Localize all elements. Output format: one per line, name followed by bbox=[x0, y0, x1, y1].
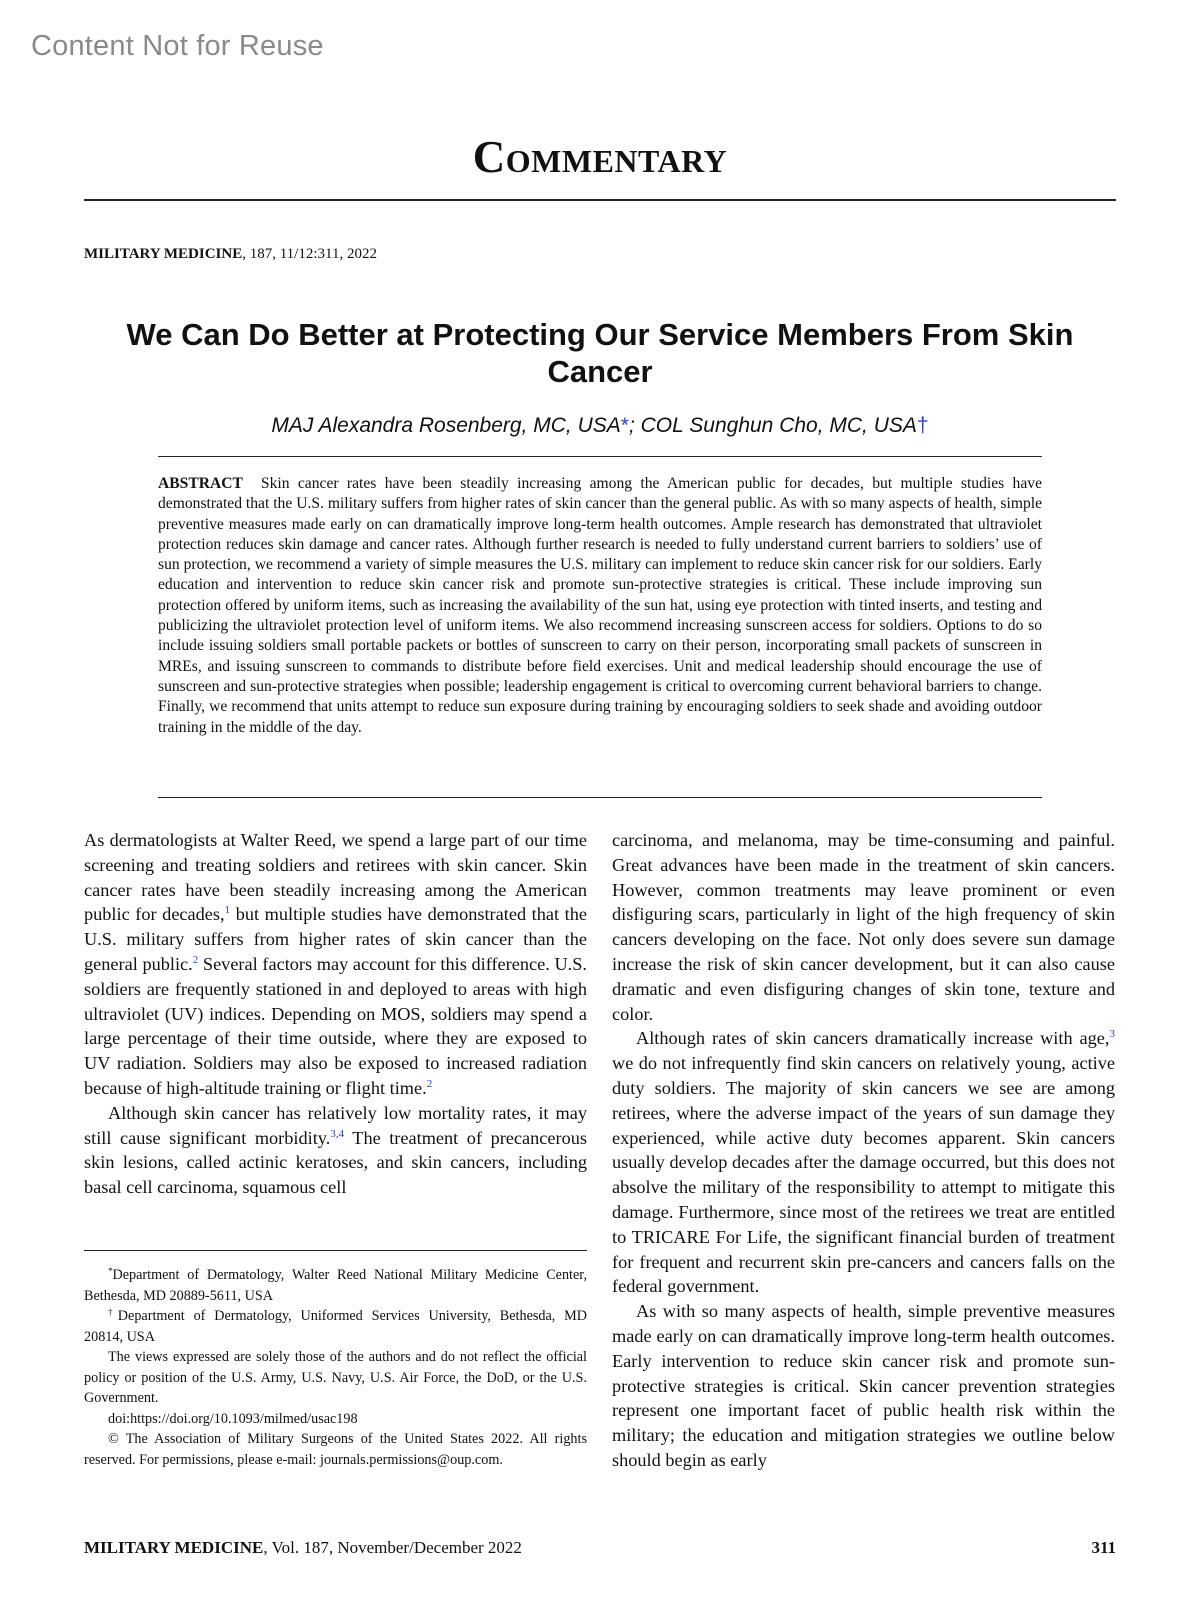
page-footer bbox=[84, 1538, 522, 1558]
footnote-text: Department of Dermatology, Walter Reed National Military Medicine Center, Bethesda, MD 20889-5611, USA bbox=[84, 1267, 587, 1304]
top-divider bbox=[84, 199, 1116, 201]
body-text: we do not infrequently find skin cancers on relatively young, active duty soldiers. The majority of skin cancers we see are among retirees, where the adverse impact of the years of sun damage they experienced, while active duty becomes apparent. Skin cancers usually develop decades after the damage occurred, but this does not absolve the military of the responsibility to attempt to mitigate this damage. Furthermore, since most of the retirees we treat are entitled to TRICARE For Life, the significant financial burden of treatment for frequent and recurrent skin pre-cancers and cancers falls on the federal government. bbox=[612, 1053, 1115, 1297]
section-heading: Commentary bbox=[472, 132, 728, 182]
abstract bbox=[158, 474, 1042, 738]
body-text: The treatment of precancerous skin lesions, called actinic keratoses, and skin cancers, including basal cell carcinoma, squamous cell bbox=[84, 1127, 587, 1198]
footer-journal: MILITARY MEDICINE bbox=[84, 1538, 264, 1557]
footnote-copyright: © The Association of Military Surgeons of the United States 2022. All rights reserved. For permissions, please e-mail: journals.permissions@oup.com. bbox=[84, 1431, 587, 1468]
body-paragraph: carcinoma, and melanoma, may be time-consuming and painful. Great advances have been made in the treatment of skin cancers. However, common treatments may leave prominent or even disfiguring scars, particularly in light of the high frequency of skin cancers developing on the face. Not only does severe sun damage increase the risk of skin cancer development, but it can also cause dramatic and even disfiguring changes of skin tone, texture and color. bbox=[612, 830, 1115, 1024]
body-paragraph: As with so many aspects of health, simple preventive measures made early on can dramatically improve long-term health outcomes. Early intervention to reduce skin cancer risk and promote sun-protective strategies is critical. Skin cancer prevention strategies represent one important facet of public health risk within the military; the education and mitigation strategies we outline below should begin as early bbox=[612, 1301, 1115, 1470]
body-text: Although rates of skin cancers dramatically increase with age, bbox=[636, 1028, 1110, 1049]
body-text: Although skin cancer has relatively low mortality rates, it may still cause significant morbidity. bbox=[84, 1102, 587, 1148]
reference-link[interactable]: 3 bbox=[1109, 1028, 1115, 1041]
footer-issue: , Vol. 187, November/December 2022 bbox=[263, 1538, 522, 1557]
citation-journal: MILITARY MEDICINE bbox=[84, 246, 243, 262]
footnotes bbox=[84, 1265, 587, 1470]
page-number: 311 bbox=[1091, 1538, 1116, 1557]
footnote-affiliation-2 bbox=[84, 1306, 587, 1347]
reference-link[interactable]: 2 bbox=[426, 1077, 433, 1090]
footnote-divider bbox=[84, 1250, 587, 1251]
body-paragraph bbox=[612, 1026, 1115, 1299]
author-2: COL Sunghun Cho, MC, USA bbox=[640, 414, 917, 437]
article-title: We Can Do Better at Protecting Our Service Members From Skin Cancer bbox=[126, 317, 1074, 389]
citation-details: , 187, 11/12:311, 2022 bbox=[242, 246, 377, 262]
body-column-right bbox=[612, 828, 1115, 1473]
author-1-affiliation-link[interactable]: * bbox=[620, 414, 629, 437]
watermark: Content Not for Reuse bbox=[31, 30, 324, 62]
author-line bbox=[0, 414, 1200, 438]
body-text: Several factors may account for this difference. U.S. soldiers are frequently stationed in and deployed to areas with high ultraviolet (UV) indices. Depending on MOS, soldiers may spend a large percentage of their time outside, where they are exposed to UV radiation. Soldiers may also be exposed to increased radiation because of high-altitude training or flight time. bbox=[84, 953, 587, 1098]
footnote-text: Department of Dermatology, Uniformed Services University, Bethesda, MD 20814, USA bbox=[84, 1308, 588, 1345]
body-column-left bbox=[84, 828, 587, 1200]
footnote-doi[interactable]: doi:https://doi.org/10.1093/milmed/usac198 bbox=[108, 1410, 358, 1427]
reference-link[interactable]: 2 bbox=[192, 953, 199, 966]
author-1: MAJ Alexandra Rosenberg, MC, USA bbox=[271, 414, 621, 437]
footnote-mark: † bbox=[108, 1307, 118, 1317]
abstract-rule-bottom bbox=[158, 797, 1042, 798]
footnote-mark: * bbox=[108, 1266, 113, 1276]
body-text: but multiple studies have demonstrated that the U.S. military suffers from higher rates of skin cancer than the general public. bbox=[84, 904, 588, 974]
reference-link[interactable]: 3,4 bbox=[330, 1127, 345, 1140]
footnote-affiliation-1 bbox=[84, 1265, 587, 1306]
reference-link[interactable]: 1 bbox=[224, 904, 231, 917]
body-paragraph bbox=[84, 1101, 587, 1200]
body-text: As dermatologists at Walter Reed, we spend a large part of our time screening and treating soldiers and retirees with skin cancer. Skin cancer rates have been steadily increasing among the American public for decades, bbox=[84, 830, 587, 925]
journal-citation bbox=[84, 246, 377, 263]
author-2-affiliation-link[interactable]: † bbox=[916, 414, 929, 437]
author-separator: ; bbox=[628, 414, 641, 437]
abstract-label: ABSTRACT bbox=[158, 475, 243, 492]
body-paragraph bbox=[84, 828, 587, 1101]
abstract-rule-top bbox=[158, 456, 1042, 457]
abstract-text: Skin cancer rates have been steadily increasing among the American public for decades, but multiple studies have demonstrated that the U.S. military suffers from higher rates of skin cancer than the general public. As with so many aspects of health, simple preventive measures made early on can dramatically improve long-term health outcomes. Ample research has demonstrated that ultraviolet protection reduces skin damage and cancer rates. Although further research is needed to fully understand current barriers to soldiers’ use of sun protection, we recommend a variety of simple measures the U.S. military can implement to reduce skin cancer risk for our soldiers. Early education and intervention to reduce skin cancer risk and promote sun-protective strategies is critical. These include improving sun protection offered by uniform items, such as increasing the availability of the sun hat, using eye protection with tinted inserts, and testing and publicizing the ultraviolet protection level of uniform items. We also recommend increasing sunscreen access for soldiers. Options to do so include issuing soldiers small portable packets or bottles of sunscreen to carry on their person, incorporating small packets of sunscreen in MREs, and issuing sunscreen to commands to distribute before field exercises. Unit and medical leadership should encourage the use of sunscreen and sun-protective strategies when possible; leadership engagement is critical to overcoming current behavioral barriers to change. Finally, we recommend that units attempt to reduce sun exposure during training by encouraging soldiers to seek shade and avoiding outdoor training in the middle of the day. bbox=[158, 475, 1042, 736]
footnote-disclaimer: The views expressed are solely those of the authors and do not reflect the official policy or position of the U.S. Army, U.S. Navy, U.S. Air Force, the DoD, or the U.S. Government. bbox=[84, 1349, 587, 1406]
